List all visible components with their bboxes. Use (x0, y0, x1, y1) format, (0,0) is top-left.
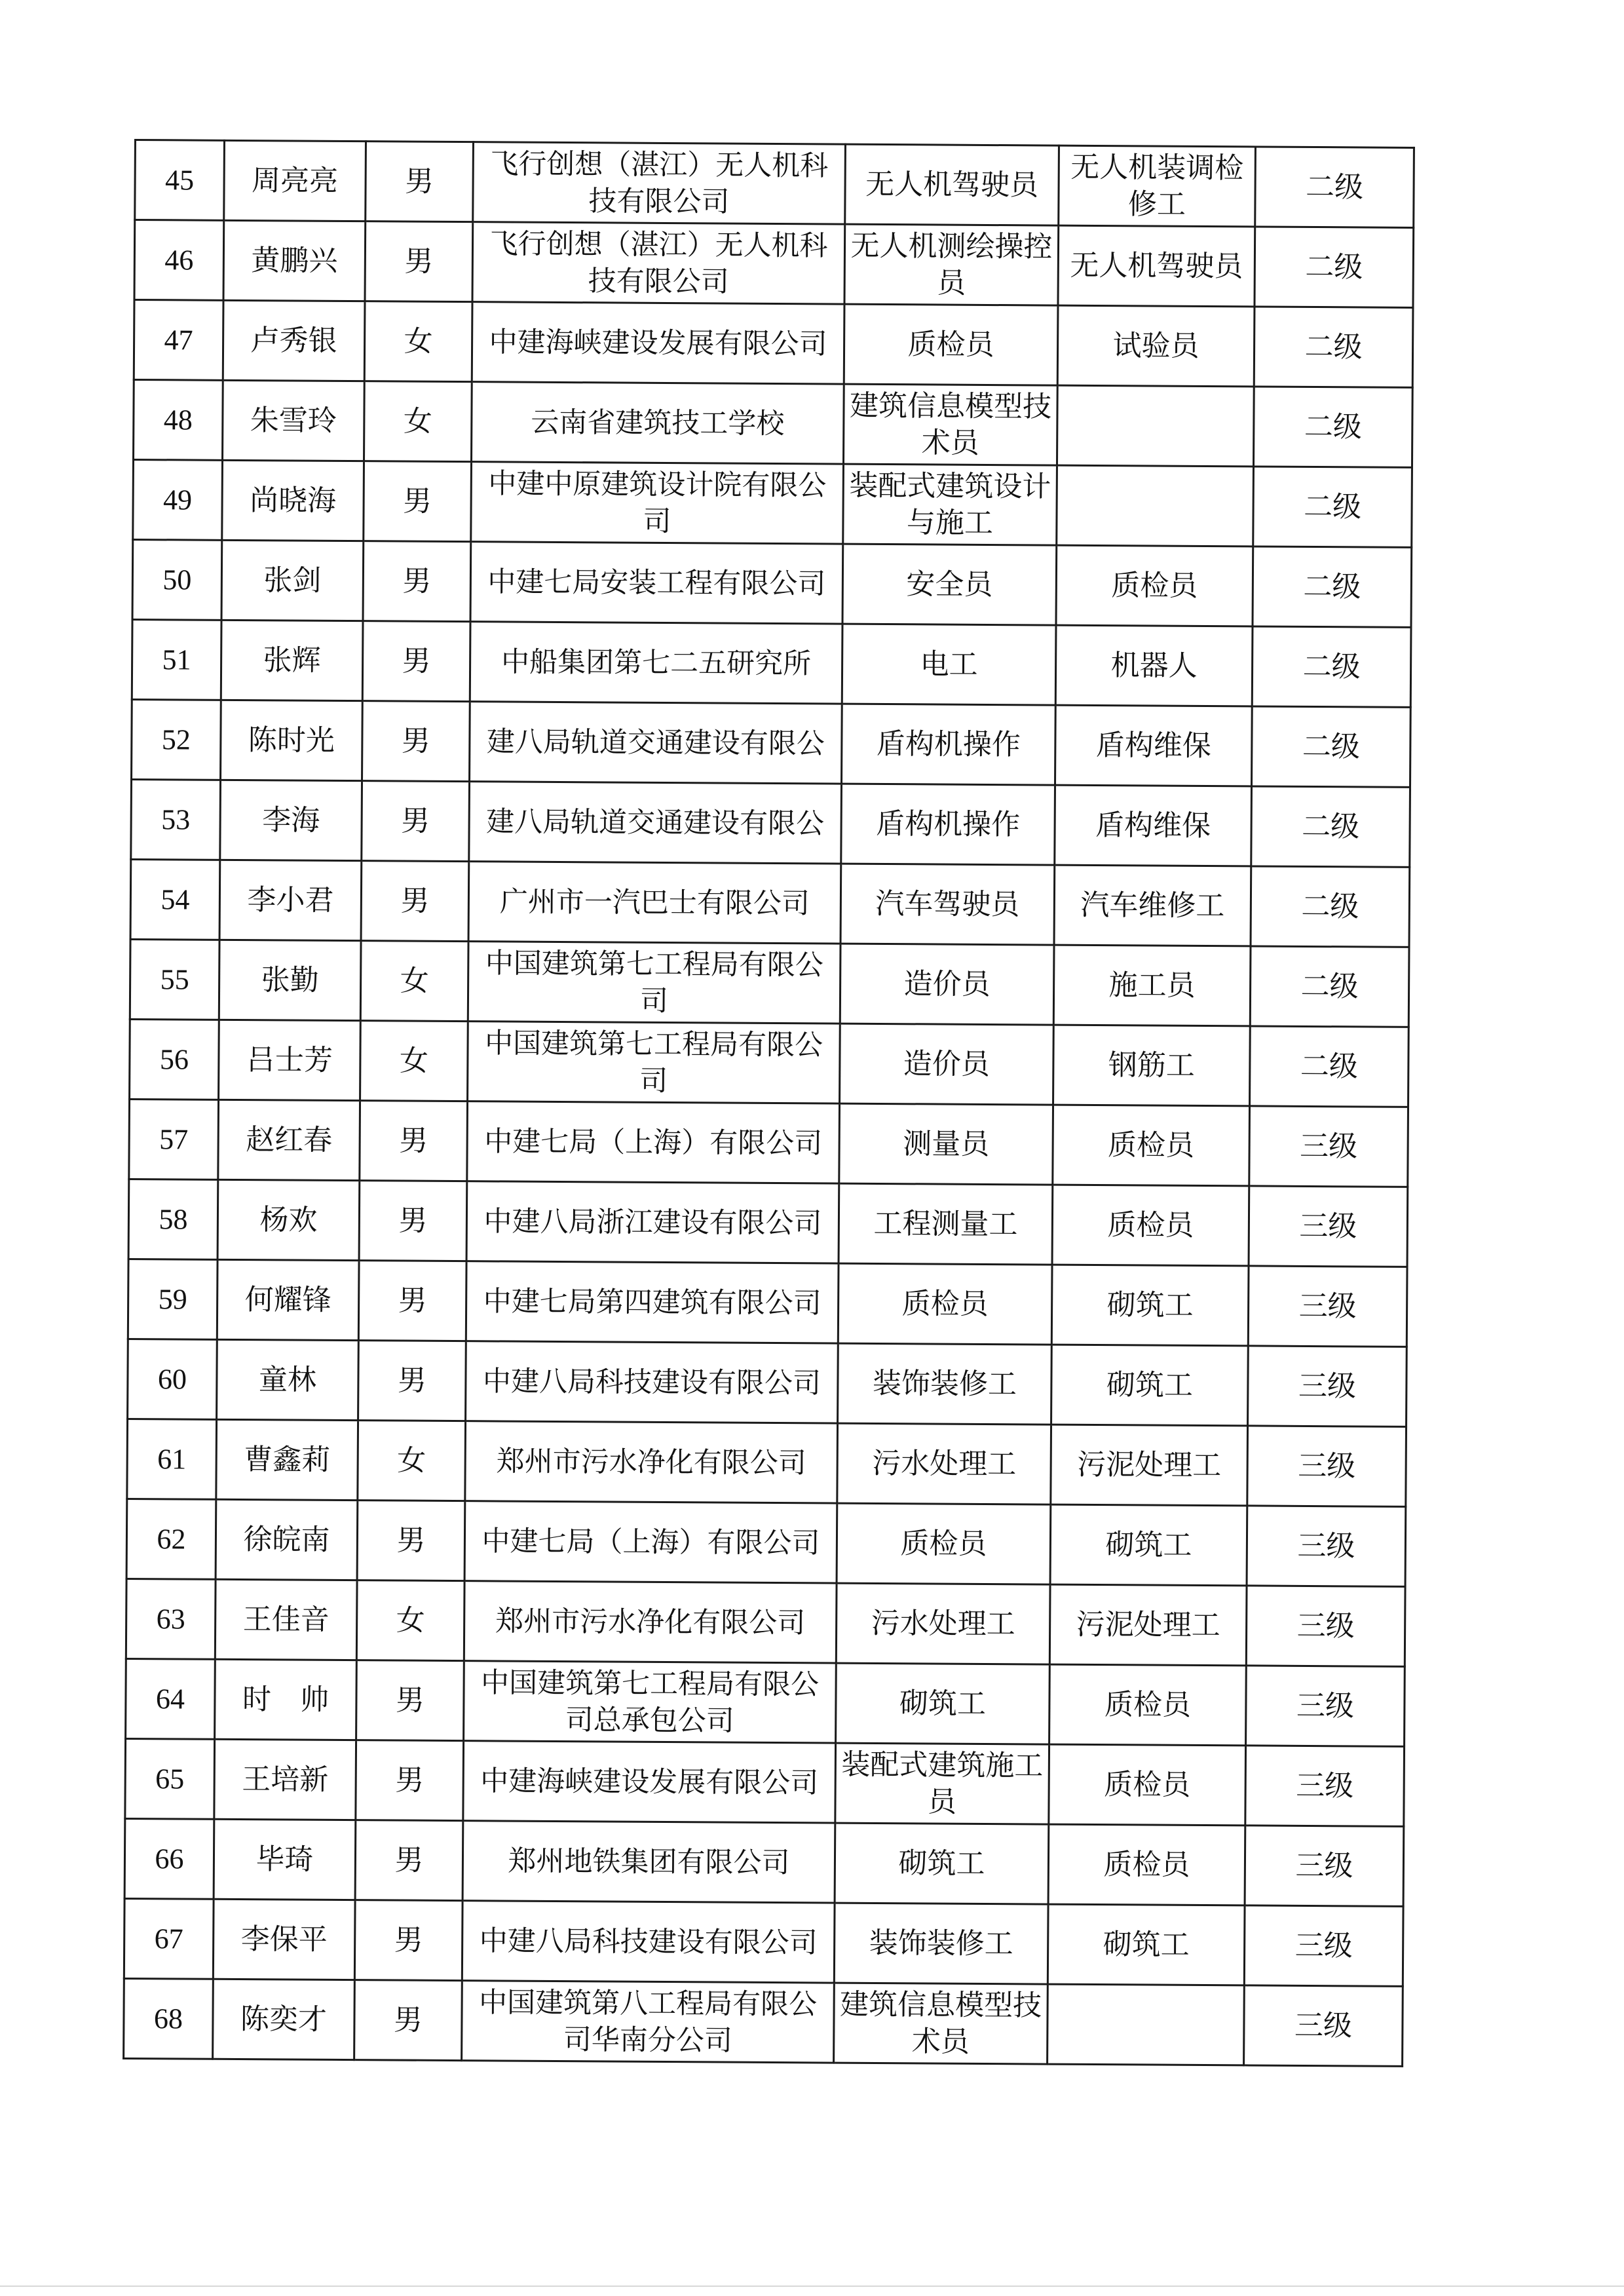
table-row (133, 460, 1412, 548)
gender-cell: 男 (355, 1820, 463, 1901)
person-name-cell: 毕琦 (214, 1819, 356, 1900)
organization-cell: 广州市一汽巴士有限公司 (468, 862, 841, 944)
organization-cell: 飞行创想（湛江）无人机科技有限公司 (473, 142, 846, 224)
skill-level-cell: 二级 (1251, 866, 1410, 947)
roster-table (123, 139, 1415, 2067)
skill-level-cell: 三级 (1249, 1186, 1408, 1267)
gender-cell: 男 (365, 221, 473, 302)
skill-level-cell: 二级 (1253, 387, 1412, 467)
row-number-cell: 49 (133, 460, 223, 541)
row-number-cell: 56 (130, 1019, 219, 1100)
row-number-cell: 68 (124, 1978, 214, 2059)
skill-level-cell: 二级 (1255, 147, 1414, 227)
organization-cell: 中国建筑第八工程局有限公司华南分公司 (462, 1981, 835, 2063)
table-row (132, 619, 1411, 707)
table-row (128, 1179, 1408, 1267)
occupation-primary-cell: 质检员 (844, 304, 1058, 385)
table-row (126, 1658, 1405, 1746)
roster-body (124, 140, 1414, 2067)
organization-cell: 郑州市污水净化有限公司 (465, 1421, 838, 1503)
skill-level-cell: 三级 (1247, 1426, 1407, 1506)
skill-level-cell: 三级 (1245, 1826, 1404, 1906)
organization-cell: 中建八局科技建设有限公司 (466, 1341, 839, 1423)
table-row (135, 140, 1414, 228)
person-name-cell: 王培新 (214, 1739, 356, 1820)
person-name-cell: 时 帅 (215, 1659, 357, 1740)
row-number-cell: 66 (124, 1818, 214, 1899)
person-name-cell: 赵红春 (218, 1100, 360, 1180)
table-row (134, 300, 1413, 388)
row-number-cell: 48 (134, 380, 223, 461)
person-name-cell: 李海 (220, 780, 362, 860)
occupation-secondary-cell: 汽车维修工 (1054, 865, 1251, 946)
table-row (124, 1978, 1403, 2066)
row-number-cell: 50 (132, 539, 222, 620)
organization-cell: 中船集团第七二五研究所 (470, 622, 842, 704)
occupation-secondary-cell: 砌筑工 (1048, 1904, 1245, 1985)
gender-cell: 男 (359, 1181, 467, 1261)
skill-level-cell: 三级 (1245, 1746, 1405, 1826)
skill-level-cell: 三级 (1248, 1266, 1407, 1347)
row-number-cell: 51 (132, 619, 221, 700)
row-number-cell: 65 (125, 1738, 215, 1819)
table-row (125, 1738, 1405, 1826)
occupation-primary-cell: 建筑信息模型技术员 (834, 1983, 1048, 2064)
organization-cell: 中建八局科技建设有限公司 (462, 1901, 835, 1983)
row-number-cell: 52 (132, 699, 221, 780)
organization-cell: 中建中原建筑设计院有限公司 (471, 462, 844, 544)
skill-level-cell: 三级 (1244, 1905, 1403, 1986)
row-number-cell: 61 (127, 1419, 217, 1499)
occupation-secondary-cell: 污泥处理工 (1049, 1584, 1247, 1666)
occupation-primary-cell: 造价员 (840, 944, 1054, 1025)
occupation-primary-cell: 污水处理工 (837, 1423, 1051, 1504)
gender-cell: 男 (362, 701, 470, 782)
gender-cell: 男 (366, 142, 474, 222)
organization-cell: 建八局轨道交通建设有限公 (470, 702, 842, 784)
occupation-primary-cell: 工程测量工 (839, 1183, 1053, 1265)
person-name-cell: 何耀锋 (217, 1259, 359, 1340)
occupation-secondary-cell: 质检员 (1052, 1185, 1249, 1266)
organization-cell: 郑州地铁集团有限公司 (463, 1821, 835, 1903)
table-row (126, 1499, 1406, 1586)
occupation-secondary-cell: 钢筋工 (1053, 1025, 1251, 1106)
organization-cell: 中建七局第四建筑有限公司 (466, 1261, 839, 1343)
occupation-secondary-cell (1057, 385, 1254, 467)
row-number-cell: 63 (126, 1578, 216, 1659)
gender-cell: 男 (360, 1101, 468, 1181)
occupation-secondary-cell: 盾构维保 (1055, 705, 1253, 786)
row-number-cell: 53 (131, 779, 221, 860)
person-name-cell: 陈时光 (221, 700, 363, 780)
occupation-primary-cell: 盾构机操作 (841, 784, 1055, 865)
person-name-cell: 吕士芳 (219, 1020, 361, 1100)
gender-cell: 男 (356, 1660, 464, 1741)
skill-level-cell: 三级 (1244, 1985, 1403, 2066)
occupation-primary-cell: 盾构机操作 (842, 704, 1056, 785)
gender-cell: 男 (358, 1341, 466, 1421)
table-row (124, 1818, 1404, 1906)
row-number-cell: 67 (124, 1898, 214, 1979)
person-name-cell: 杨欢 (217, 1179, 360, 1260)
row-number-cell: 59 (128, 1259, 217, 1339)
person-name-cell: 卢秀银 (223, 300, 365, 381)
occupation-secondary-cell: 质检员 (1048, 1824, 1245, 1905)
organization-cell: 中国建筑第七工程局有限公司 (468, 1022, 840, 1103)
person-name-cell: 童林 (217, 1339, 359, 1420)
row-number-cell: 54 (130, 859, 220, 940)
table-row (128, 1259, 1407, 1347)
organization-cell: 中建七局（上海）有限公司 (467, 1101, 840, 1183)
occupation-secondary-cell (1057, 465, 1254, 546)
gender-cell: 女 (360, 1021, 468, 1101)
organization-cell: 飞行创想（湛江）无人机科技有限公司 (472, 222, 845, 304)
gender-cell: 男 (362, 781, 470, 862)
table-row (129, 1099, 1408, 1187)
occupation-secondary-cell (1048, 1984, 1245, 2065)
table-row (134, 380, 1413, 468)
occupation-secondary-cell: 质检员 (1049, 1664, 1247, 1746)
gender-cell: 男 (361, 861, 469, 942)
table-row (131, 779, 1410, 867)
row-number-cell: 58 (128, 1179, 218, 1259)
person-name-cell: 周亮亮 (224, 140, 366, 221)
table-row (128, 1339, 1407, 1426)
table-row (126, 1578, 1405, 1666)
occupation-primary-cell: 装配式建筑设计与施工 (843, 464, 1057, 545)
occupation-primary-cell: 无人机测绘操控员 (844, 224, 1059, 305)
skill-level-cell: 三级 (1247, 1506, 1406, 1586)
occupation-secondary-cell: 施工员 (1053, 945, 1251, 1026)
gender-cell: 女 (364, 301, 472, 382)
person-name-cell: 张辉 (221, 620, 363, 700)
gender-cell: 女 (358, 1421, 466, 1501)
skill-level-cell: 二级 (1250, 946, 1409, 1027)
gender-cell: 男 (356, 1740, 464, 1821)
skill-level-cell: 二级 (1252, 626, 1411, 707)
organization-cell: 建八局轨道交通建设有限公 (469, 782, 842, 864)
occupation-primary-cell: 污水处理工 (836, 1583, 1050, 1664)
gender-cell: 男 (364, 461, 472, 542)
occupation-secondary-cell: 砌筑工 (1050, 1504, 1247, 1586)
organization-cell: 中建八局浙江建设有限公司 (466, 1181, 839, 1263)
gender-cell: 男 (357, 1501, 465, 1581)
skill-level-cell: 二级 (1253, 546, 1412, 627)
occupation-primary-cell: 装饰装修工 (834, 1903, 1048, 1984)
skill-level-cell: 三级 (1249, 1106, 1408, 1187)
skill-level-cell: 三级 (1248, 1346, 1407, 1426)
occupation-primary-cell: 砌筑工 (835, 1823, 1049, 1904)
organization-cell: 中建海峡建设发展有限公司 (472, 302, 844, 384)
person-name-cell: 黄鹏兴 (223, 220, 366, 301)
occupation-secondary-cell: 砌筑工 (1051, 1265, 1249, 1346)
occupation-secondary-cell: 盾构维保 (1055, 785, 1252, 866)
row-number-cell: 55 (130, 939, 219, 1020)
occupation-secondary-cell: 机器人 (1055, 625, 1253, 706)
occupation-secondary-cell: 质检员 (1056, 545, 1253, 626)
row-number-cell: 46 (134, 220, 224, 301)
organization-cell: 中建七局（上海）有限公司 (464, 1501, 837, 1583)
occupation-primary-cell: 汽车驾驶员 (840, 864, 1055, 945)
skill-level-cell: 二级 (1251, 706, 1410, 787)
skill-level-cell: 二级 (1254, 307, 1413, 387)
gender-cell: 男 (354, 1900, 463, 1981)
person-name-cell: 王佳音 (215, 1579, 357, 1660)
gender-cell: 女 (360, 941, 468, 1022)
person-name-cell: 李保平 (213, 1899, 355, 1980)
occupation-secondary-cell: 无人机驾驶员 (1058, 225, 1255, 307)
gender-cell: 女 (364, 381, 472, 462)
row-number-cell: 60 (128, 1339, 217, 1419)
table-row (124, 1898, 1403, 1986)
occupation-primary-cell: 安全员 (842, 544, 1057, 625)
gender-cell: 男 (358, 1261, 466, 1341)
person-name-cell: 徐皖南 (216, 1499, 358, 1580)
table-row (130, 1019, 1409, 1107)
row-number-cell: 45 (135, 140, 225, 221)
person-name-cell: 李小君 (219, 860, 362, 940)
person-name-cell: 张勤 (219, 940, 361, 1020)
table-row (130, 939, 1409, 1027)
organization-cell: 云南省建筑技工学校 (472, 382, 844, 464)
occupation-primary-cell: 电工 (842, 624, 1056, 705)
gender-cell: 男 (354, 1980, 463, 2061)
skill-level-cell: 三级 (1246, 1666, 1405, 1746)
skill-level-cell: 三级 (1246, 1586, 1405, 1666)
organization-cell: 中国建筑第七工程局有限公司 (468, 942, 840, 1024)
person-name-cell: 张剑 (221, 540, 364, 621)
occupation-secondary-cell: 质检员 (1053, 1105, 1250, 1186)
skill-level-cell: 二级 (1253, 467, 1412, 547)
occupation-secondary-cell: 无人机装调检修工 (1059, 145, 1256, 227)
occupation-primary-cell: 质检员 (838, 1263, 1052, 1345)
row-number-cell: 62 (126, 1499, 216, 1579)
gender-cell: 男 (363, 541, 471, 622)
occupation-secondary-cell: 污泥处理工 (1051, 1425, 1248, 1506)
occupation-primary-cell: 建筑信息模型技术员 (843, 384, 1057, 465)
skill-level-cell: 二级 (1251, 786, 1410, 867)
row-number-cell: 47 (134, 300, 223, 381)
page-edge-line (0, 2286, 1624, 2287)
table-row (134, 220, 1414, 308)
occupation-secondary-cell: 砌筑工 (1051, 1345, 1249, 1426)
occupation-primary-cell: 质检员 (837, 1503, 1051, 1584)
gender-cell: 男 (362, 621, 470, 702)
occupation-secondary-cell: 试验员 (1057, 305, 1255, 387)
occupation-secondary-cell: 质检员 (1049, 1744, 1246, 1826)
organization-cell: 中国建筑第七工程局有限公司总承包公司 (464, 1661, 837, 1743)
skill-level-cell: 二级 (1255, 227, 1414, 307)
row-number-cell: 64 (126, 1658, 216, 1739)
occupation-primary-cell: 装饰装修工 (838, 1343, 1052, 1425)
gender-cell: 女 (356, 1580, 464, 1661)
occupation-primary-cell: 装配式建筑施工员 (835, 1743, 1049, 1824)
row-number-cell: 57 (129, 1099, 219, 1179)
occupation-primary-cell: 造价员 (840, 1024, 1054, 1105)
person-name-cell: 朱雪玲 (223, 380, 365, 461)
person-name-cell: 曹鑫莉 (216, 1419, 358, 1500)
organization-cell: 中建七局安装工程有限公司 (470, 542, 843, 624)
occupation-primary-cell: 测量员 (839, 1103, 1053, 1185)
person-name-cell: 陈奕才 (213, 1979, 355, 2059)
table-row (130, 859, 1410, 947)
person-name-cell: 尚晓海 (222, 460, 364, 541)
organization-cell: 中建海峡建设发展有限公司 (463, 1741, 836, 1823)
table-row (132, 699, 1411, 787)
organization-cell: 郑州市污水净化有限公司 (464, 1581, 837, 1663)
skill-level-cell: 二级 (1250, 1026, 1409, 1107)
table-row (132, 539, 1412, 627)
occupation-primary-cell: 砌筑工 (836, 1663, 1050, 1744)
table-row (127, 1419, 1407, 1506)
occupation-primary-cell: 无人机驾驶员 (845, 144, 1059, 225)
